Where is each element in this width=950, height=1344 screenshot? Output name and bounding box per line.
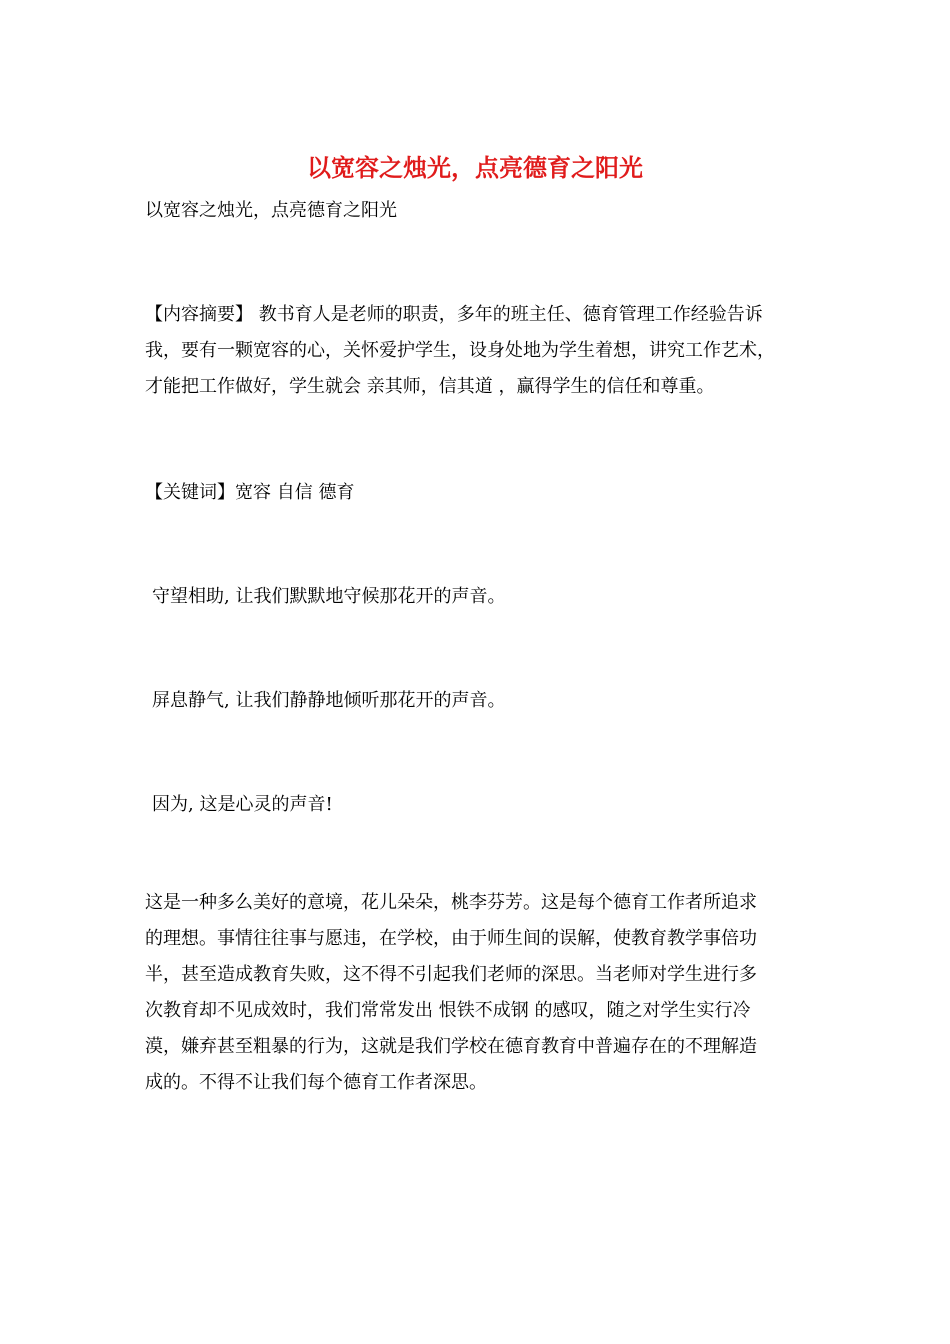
document-title: 以宽容之烛光，点亮德育之阳光: [307, 154, 643, 182]
body-line: 成的。不得不让我们每个德育工作者深思。: [145, 1072, 487, 1093]
body-line: 的理想。事情往往事与愿违，在学校，由于师生间的误解，使教育教学事倍功: [145, 928, 757, 949]
body-paragraph: [145, 885, 810, 1101]
body-line: 半，甚至造成教育失败，这不得不引起我们老师的深思。当老师对学生进行多: [145, 964, 757, 985]
abstract-line: 我，要有一颗宽容的心，关怀爱护学生，设身处地为学生着想，讲究工作艺术，: [145, 340, 775, 361]
abstract-paragraph: [145, 297, 810, 405]
verse-line: 因为, 这是心灵的声音!: [152, 794, 333, 815]
keywords-line: 【关键词】宽容 自信 德育: [145, 482, 355, 503]
abstract-line: 【内容摘要】 教书育人是老师的职责，多年的班主任、德育管理工作经验告诉: [145, 304, 763, 325]
body-line: 漠，嫌弃甚至粗暴的行为，这就是我们学校在德育教育中普遍存在的不理解造: [145, 1036, 757, 1057]
document-subtitle: 以宽容之烛光，点亮德育之阳光: [145, 200, 397, 221]
verse-line: 守望相助, 让我们默默地守候那花开的声音。: [152, 586, 506, 607]
verse-line: 屏息静气, 让我们静静地倾听那花开的声音。: [152, 690, 506, 711]
body-line: 这是一种多么美好的意境，花儿朵朵，桃李芬芳。这是每个德育工作者所追求: [145, 892, 757, 913]
abstract-line: 才能把工作做好，学生就会 亲其师，信其道 ，赢得学生的信任和尊重。: [145, 376, 715, 397]
body-line: 次教育却不见成效时，我们常常发出 恨铁不成钢 的感叹，随之对学生实行冷: [145, 1000, 751, 1021]
